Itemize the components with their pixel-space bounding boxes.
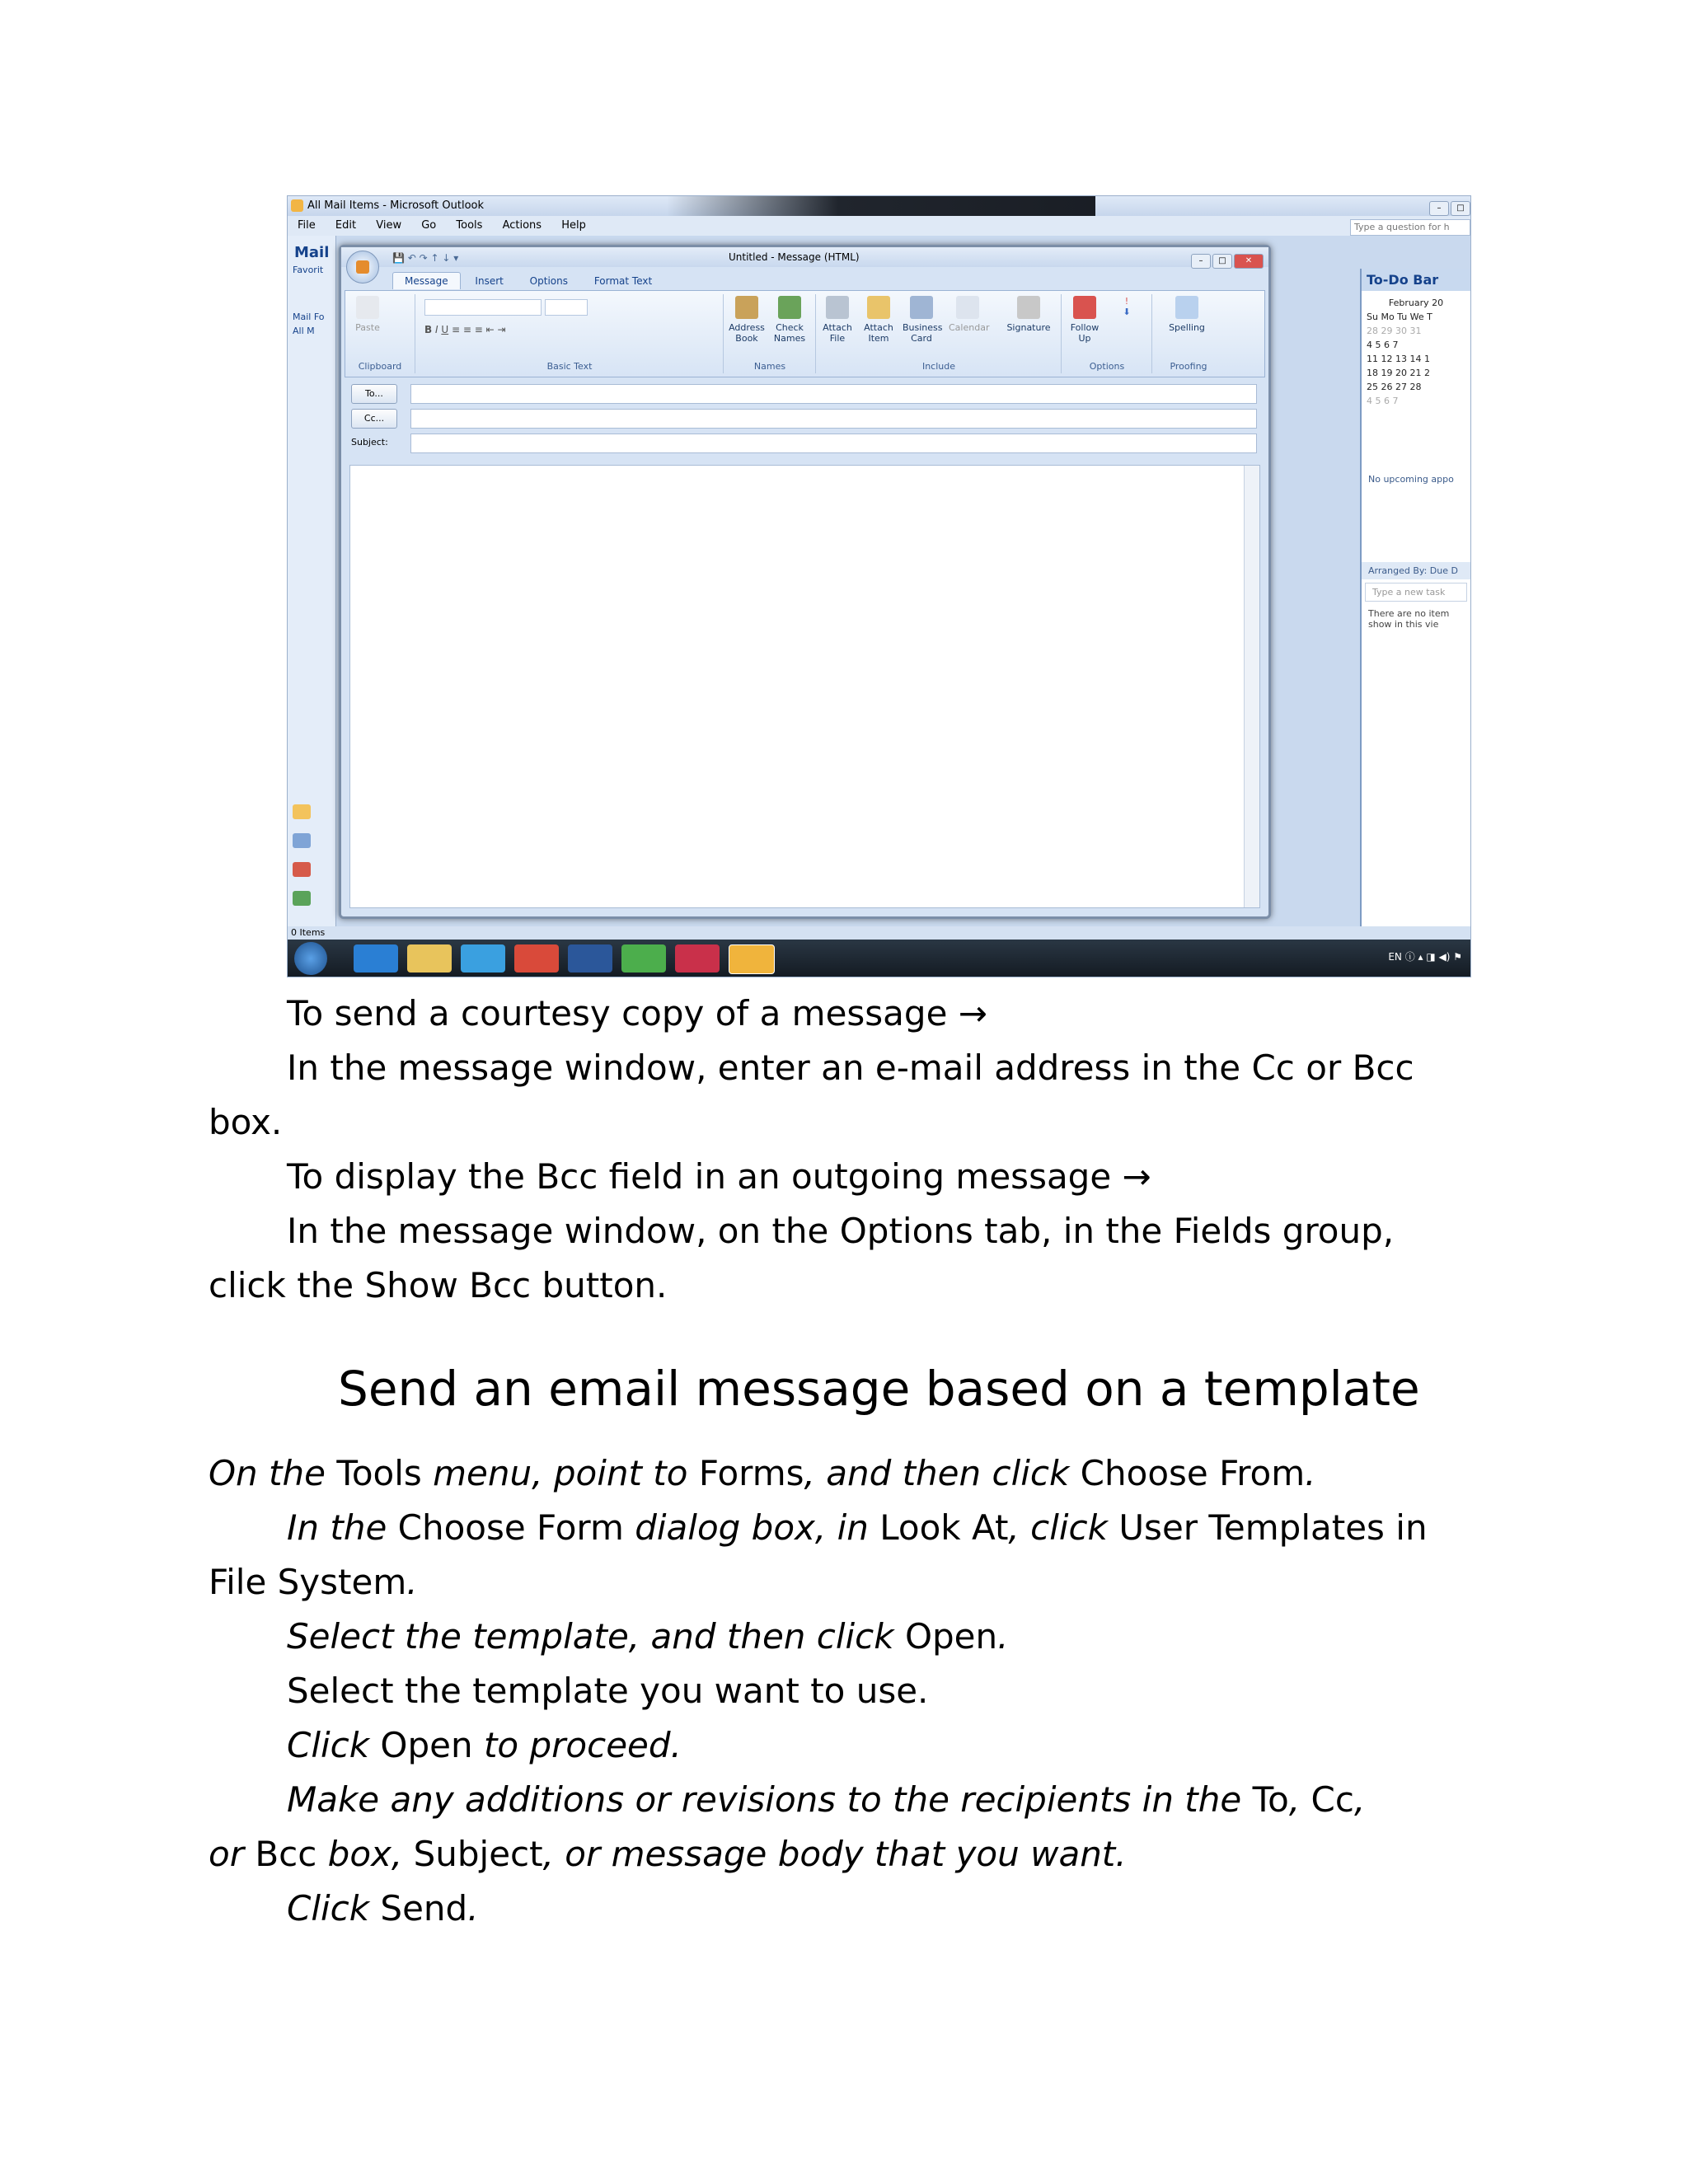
formatting-buttons[interactable]: B I U ≡ ≡ ≡ ⇤ ⇥ <box>424 324 506 335</box>
outlook-screenshot <box>287 195 1471 977</box>
tasks-nav-icon[interactable] <box>293 891 311 906</box>
signature-icon <box>1017 296 1040 319</box>
menu-view[interactable]: View <box>376 219 402 232</box>
courtesy-copy-step-line2: box. <box>209 1102 283 1142</box>
background-window-strip <box>667 196 1095 216</box>
section-heading: Send an email message based on a template <box>338 1361 1420 1417</box>
chrome-icon[interactable] <box>514 944 559 972</box>
template-step-2-line2: File System. <box>209 1562 418 1602</box>
message-body[interactable] <box>349 465 1260 908</box>
calendar-nav-icon[interactable] <box>293 833 311 848</box>
ribbon <box>345 290 1265 377</box>
window-title: All Mail Items - Microsoft Outlook <box>307 199 485 212</box>
paste-button[interactable]: Paste <box>349 296 387 333</box>
file-explorer-icon[interactable] <box>407 944 452 972</box>
tab-format-text[interactable]: Format Text <box>593 275 653 287</box>
clipboard-group-label: Clipboard <box>358 361 402 372</box>
paste-icon <box>356 296 379 319</box>
new-task-input[interactable]: Type a new task <box>1365 583 1467 602</box>
quick-access-toolbar[interactable]: 💾 ↶ ↷ ↑ ↓ ▾ <box>392 252 459 264</box>
access-icon[interactable] <box>675 944 720 972</box>
outlook-app-icon <box>291 199 303 212</box>
clipboard-group <box>345 294 415 373</box>
basic-text-group-label: Basic Text <box>546 361 593 372</box>
proofing-group <box>1153 294 1224 373</box>
start-button-icon[interactable] <box>294 942 327 975</box>
office-button-icon[interactable] <box>346 251 379 284</box>
template-step-2-line1: In the Choose Form dialog box, in Look At, click User Templates in <box>287 1507 1428 1548</box>
font-name-select[interactable] <box>424 299 542 316</box>
include-group <box>817 294 1062 373</box>
todo-bar <box>1360 269 1470 927</box>
mini-calendar[interactable] <box>1362 291 1470 413</box>
names-group-label: Names <box>753 361 786 372</box>
navigation-pane <box>288 236 336 927</box>
todo-bar-title: To-Do Bar <box>1362 269 1470 291</box>
template-step-6-line1: Make any additions or revisions to the recipients in the To, Cc, <box>287 1779 1366 1820</box>
contacts-nav-icon[interactable] <box>293 862 311 877</box>
body-scrollbar[interactable] <box>1244 466 1259 907</box>
arranged-by-header[interactable]: Arranged By: Due D <box>1362 562 1470 579</box>
to-field[interactable] <box>410 384 1257 404</box>
calendar-icon <box>956 296 979 319</box>
template-step-4: Select the template you want to use. <box>287 1671 929 1711</box>
options-group-label: Options <box>1089 361 1125 372</box>
language-indicator[interactable]: EN <box>1388 951 1402 963</box>
minimize-icon[interactable]: – <box>1429 201 1449 216</box>
bcc-display-step-line1: In the message window, on the Options tab, in the Fields group, <box>287 1211 1395 1251</box>
low-importance-icon[interactable]: ⬇ <box>1123 307 1131 317</box>
menu-help[interactable]: Help <box>561 219 586 232</box>
outlook-taskbar-icon[interactable] <box>729 944 775 974</box>
menu-edit[interactable]: Edit <box>335 219 357 232</box>
menu-actions[interactable]: Actions <box>502 219 542 232</box>
signature-button[interactable]: Signature <box>1000 296 1057 333</box>
word-icon[interactable] <box>568 944 612 972</box>
mail-nav-icon[interactable] <box>293 804 311 819</box>
windows-taskbar <box>288 940 1470 977</box>
no-appointments-text: No upcoming appo <box>1368 474 1454 485</box>
subject-field[interactable] <box>410 434 1257 453</box>
template-step-3: Select the template, and then click Open. <box>287 1616 1009 1657</box>
restore-icon[interactable]: □ <box>1212 254 1232 269</box>
internet-explorer-icon[interactable] <box>354 944 398 972</box>
upwork-icon[interactable] <box>621 944 666 972</box>
basic-text-group <box>416 294 724 373</box>
spelling-check-icon <box>1175 296 1198 319</box>
close-icon[interactable]: ✕ <box>1234 254 1264 269</box>
menu-file[interactable]: File <box>298 219 316 232</box>
minimize-icon[interactable]: – <box>1191 254 1211 269</box>
calendar-button[interactable]: Calendar <box>949 296 987 333</box>
courtesy-copy-heading: To send a courtesy copy of a message → <box>287 993 987 1033</box>
check-names-button[interactable]: Check Names <box>771 296 809 344</box>
calendar-weekdays: Su Mo Tu We T <box>1367 312 1432 322</box>
address-book-icon <box>735 296 758 319</box>
font-size-select[interactable] <box>545 299 588 316</box>
outlook-title-bar <box>288 196 1470 216</box>
template-step-5: Click Open to proceed. <box>287 1725 682 1765</box>
spelling-button[interactable]: Spelling <box>1168 296 1206 333</box>
system-tray[interactable]: EN ⓘ ▴ ◨ ◀) ⚑ <box>1388 951 1462 963</box>
template-step-7: Click Send. <box>287 1888 479 1929</box>
address-fields <box>345 381 1265 458</box>
tab-insert[interactable]: Insert <box>475 275 504 287</box>
calendar-week: 25 26 27 28 <box>1367 382 1422 392</box>
cc-field[interactable] <box>410 409 1257 429</box>
nav-header: Mail <box>294 244 330 261</box>
calendar-month: February 20 <box>1388 298 1444 308</box>
names-group <box>724 294 816 373</box>
cc-button[interactable]: Cc... <box>351 409 397 429</box>
maximize-icon[interactable]: □ <box>1451 201 1470 216</box>
proofing-group-label: Proofing <box>1170 361 1207 372</box>
calendar-week: 18 19 20 21 2 <box>1367 368 1430 378</box>
new-message-window <box>339 245 1271 919</box>
follow-up-button[interactable]: Follow Up <box>1066 296 1104 344</box>
template-step-1: On the Tools menu, point to Forms, and then click Choose From. <box>209 1453 1316 1493</box>
options-group <box>1062 294 1152 373</box>
favorites-label: Favorit <box>293 265 324 275</box>
tab-options[interactable]: Options <box>529 275 568 287</box>
attach-file-button[interactable]: Attach File <box>818 296 856 344</box>
menu-go[interactable]: Go <box>421 219 437 232</box>
calendar-week: 4 5 6 7 <box>1367 340 1399 350</box>
business-card-icon <box>910 296 933 319</box>
bcc-display-step-line2: click the Show Bcc button. <box>209 1265 668 1305</box>
status-bar: 0 Items <box>288 926 1470 940</box>
check-names-icon <box>778 296 801 319</box>
calendar-week: 4 5 6 7 <box>1367 396 1399 406</box>
to-button[interactable]: To... <box>351 384 397 404</box>
envelope-icon <box>867 296 890 319</box>
message-window-title: Untitled - Message (HTML) <box>729 251 860 263</box>
flag-icon <box>1073 296 1096 319</box>
subject-label: Subject: <box>351 437 388 448</box>
business-card-button[interactable]: Business Card <box>903 296 940 344</box>
ribbon-tabs <box>392 272 663 290</box>
calendar-week: 11 12 13 14 1 <box>1367 354 1430 364</box>
calendar-week: 28 29 30 31 <box>1367 326 1422 336</box>
menu-bar <box>288 216 1470 236</box>
attach-item-button[interactable]: Attach Item <box>860 296 898 344</box>
menu-tools[interactable]: Tools <box>456 219 483 232</box>
courtesy-copy-step-line1: In the message window, enter an e-mail address in the Cc or Bcc <box>287 1047 1414 1088</box>
importance-buttons[interactable] <box>1110 296 1143 317</box>
template-step-6-line2: or Bcc box, Subject, or message body that you want. <box>209 1834 1127 1874</box>
help-question-box[interactable]: Type a question for h <box>1350 219 1470 236</box>
tab-message[interactable]: Message <box>392 272 461 289</box>
include-group-label: Include <box>921 361 956 372</box>
mail-folders-label: Mail Fo <box>293 312 325 322</box>
all-mail-item[interactable]: All M <box>293 326 315 336</box>
message-title-bar <box>341 247 1268 267</box>
address-book-button[interactable]: Address Book <box>728 296 766 344</box>
bcc-display-heading: To display the Bcc field in an outgoing message → <box>287 1156 1151 1197</box>
high-importance-icon[interactable]: ! <box>1124 296 1129 307</box>
media-player-icon[interactable] <box>461 944 505 972</box>
paperclip-icon <box>826 296 849 319</box>
no-items-text: There are no item show in this vie <box>1368 608 1450 630</box>
